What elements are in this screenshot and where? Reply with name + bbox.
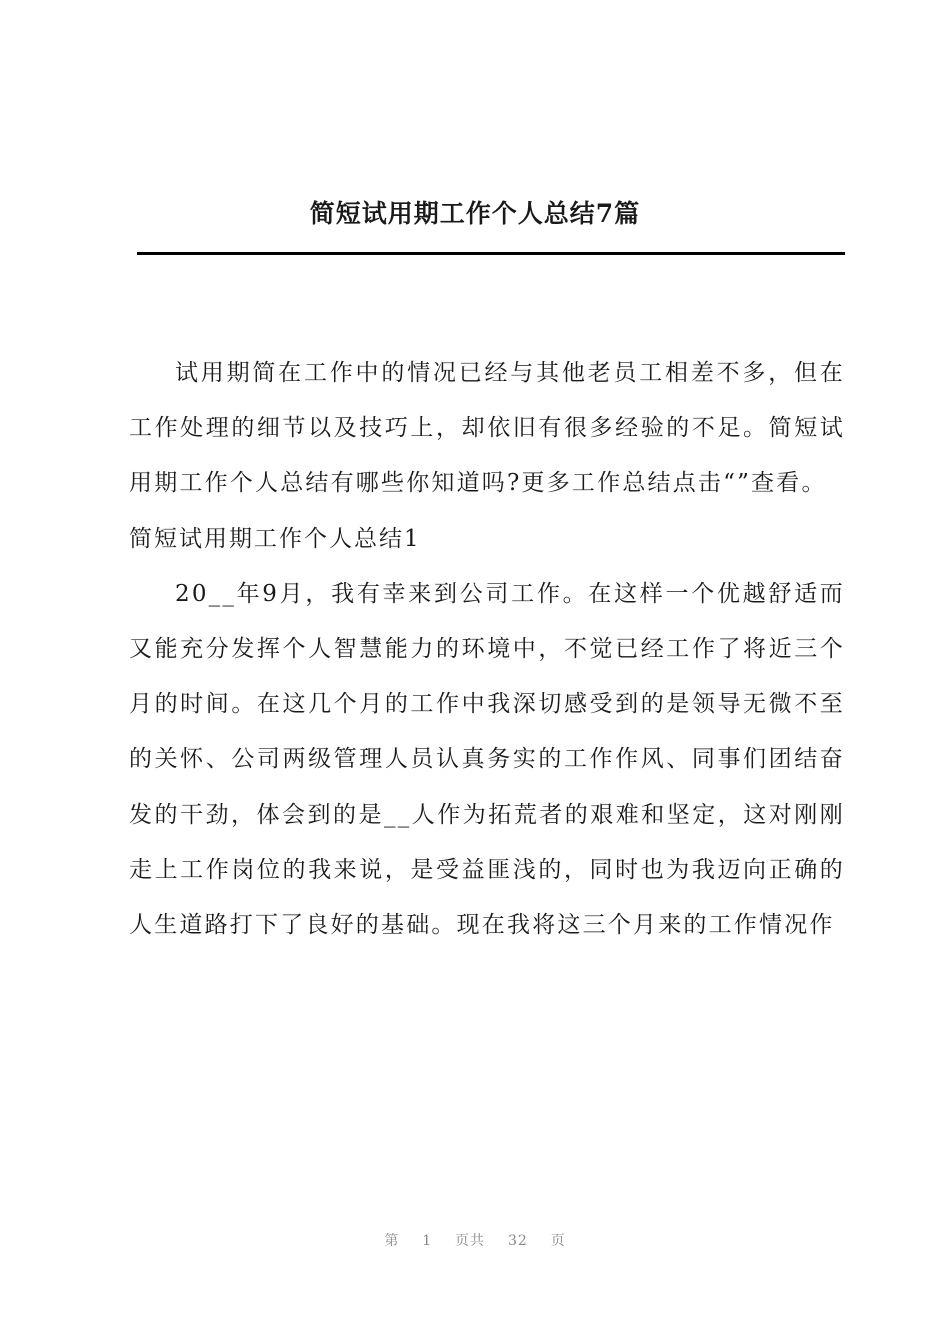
- footer-prefix: 第: [384, 1233, 400, 1249]
- section-paragraph: 20__年9月，我有幸来到公司工作。在这样一个优越舒适而又能充分发挥个人智慧能力的环境中，不觉已经工作了将近三个月的时间。在这几个月的工作中我深切感受到的是领导无微不至的关怀、公司两级管理人员认真务实的工作作风、同事们团结奋发的干劲，体会到的是__人作为拓荒者的艰难和坚定，这对刚刚走上工作岗位的我来说，是受益匪浅的，同时也为我迈向正确的人生道路打下了良好的基础。现在我将这三个月来的工作情况作: [129, 580, 845, 939]
- footer-current-page: 1: [422, 1233, 433, 1249]
- footer-suffix: 页: [550, 1233, 566, 1249]
- document-title: 简短试用期工作个人总结7篇: [309, 199, 641, 228]
- document-body: [129, 346, 845, 953]
- intro-paragraph: 试用期简在工作中的情况已经与其他老员工相差不多，但在工作处理的细节以及技巧上，却依旧有很多经验的不足。简短试用期工作个人总结有哪些你知道吗?更多工作总结点击“”查看。: [129, 360, 845, 497]
- section-heading: 简短试用期工作个人总结1: [129, 525, 421, 552]
- footer-total-pages: 32: [507, 1233, 528, 1249]
- footer-mid: 页共: [455, 1233, 486, 1249]
- title-underline: [137, 252, 845, 255]
- page-footer: [0, 1230, 950, 1250]
